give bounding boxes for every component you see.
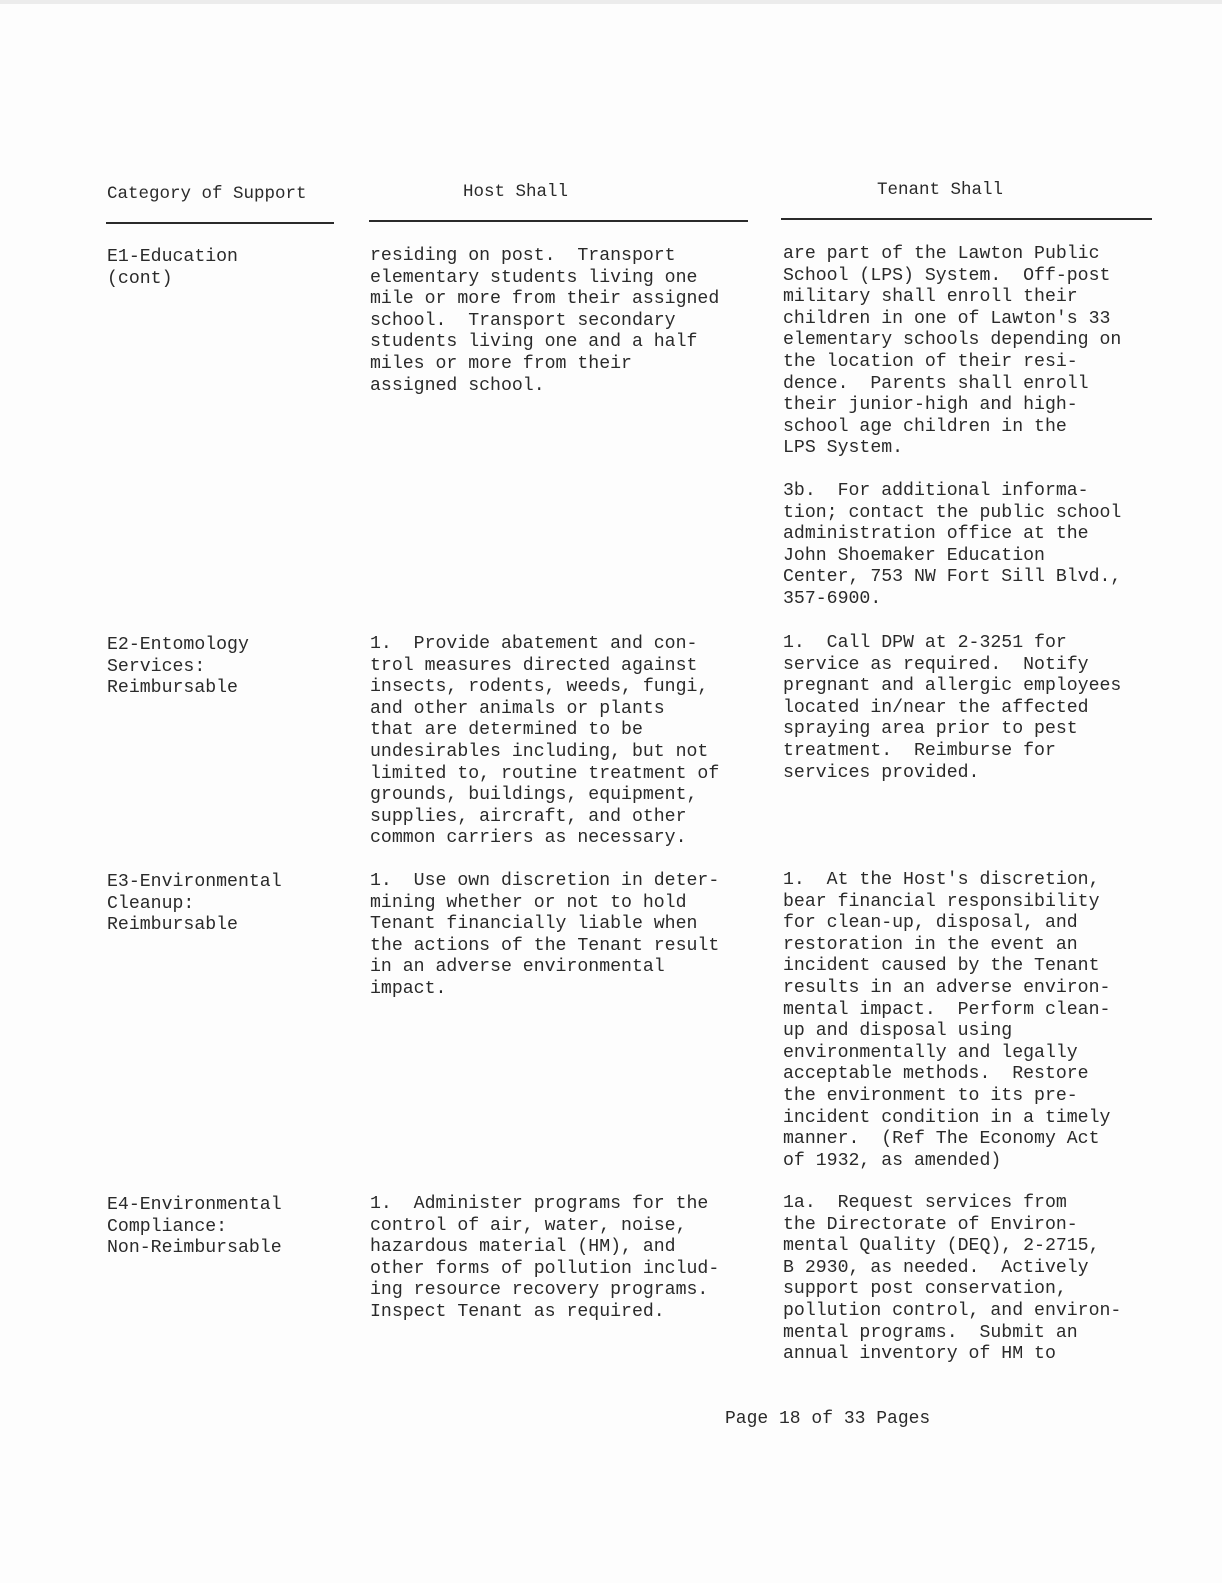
- page-number: Page 18 of 33 Pages: [725, 1409, 931, 1429]
- row-e1-tenant-3b: 3b. For additional informa- tion; contact the public school administration office at the John Shoemaker Education Center, 753 NW Fort Sill Blvd., 357-6900.: [783, 481, 1122, 609]
- scan-edge: [0, 0, 1222, 4]
- row-e4-category: E4-Environmental Compliance: Non-Reimbursable: [107, 1195, 282, 1259]
- row-e1-category: E1-Education (cont): [107, 247, 238, 289]
- row-e4-tenant: 1a. Request services from the Directorate of Environ- mental Quality (DEQ), 2-2715, B 2930, as needed. Actively support post conservation, pollution control, and environ- mental programs. Submit an annual inventory of HM to: [783, 1193, 1122, 1365]
- row-e3-category: E3-Environmental Cleanup: Reimbursable: [107, 872, 282, 936]
- row-e3-host: 1. Use own discretion in deter- mining whether or not to hold Tenant financially liable when the actions of the Tenant result in an adverse environmental impact.: [370, 871, 720, 999]
- row-e2-tenant: 1. Call DPW at 2-3251 for service as required. Notify pregnant and allergic employees located in/near the affected spraying area prior to pest treatment. Reimburse for services provided.: [783, 633, 1122, 783]
- header-rule-host: [369, 220, 748, 222]
- header-rule-category: [106, 222, 334, 224]
- row-e1-tenant: are part of the Lawton Public School (LPS) System. Off-post military shall enroll their children in one of Lawton's 33 elementary schools depending on the location of their resi- dence. Parents shall enroll their junior-high and high- school age children in the LPS System.: [783, 244, 1122, 459]
- row-e3-tenant: 1. At the Host's discretion, bear financial responsibility for clean-up, disposal, and restoration in the event an incident caused by the Tenant results in an adverse environ- mental impact. Perform clean- up and disposal using environmentally and legally acceptable methods. Restore the environment to its pre- incident condition in a timely manner. (Ref The Economy Act of 1932, as amended): [783, 870, 1111, 1171]
- header-tenant-shall: Tenant Shall: [877, 180, 1004, 200]
- header-category-of-support: Category of Support: [107, 184, 307, 204]
- row-e4-host: 1. Administer programs for the control of air, water, noise, hazardous material (HM), and other forms of pollution includ- ing resource recovery programs. Inspect Tenant as required.: [370, 1194, 720, 1322]
- row-e1-host: residing on post. Transport elementary students living one mile or more from their assigned school. Transport secondary students living one and a half miles or more from their assigned school.: [370, 246, 720, 396]
- header-host-shall: Host Shall: [463, 182, 569, 202]
- row-e2-category: E2-Entomology Services: Reimbursable: [107, 635, 249, 699]
- row-e2-host: 1. Provide abatement and con- trol measures directed against insects, rodents, weeds, fungi, and other animals or plants that are determined to be undesirables including, but not limited to, routine treatment of grounds, buildings, equipment, supplies, aircraft, and other common carriers as necessary.: [370, 634, 720, 849]
- header-rule-tenant: [781, 218, 1152, 220]
